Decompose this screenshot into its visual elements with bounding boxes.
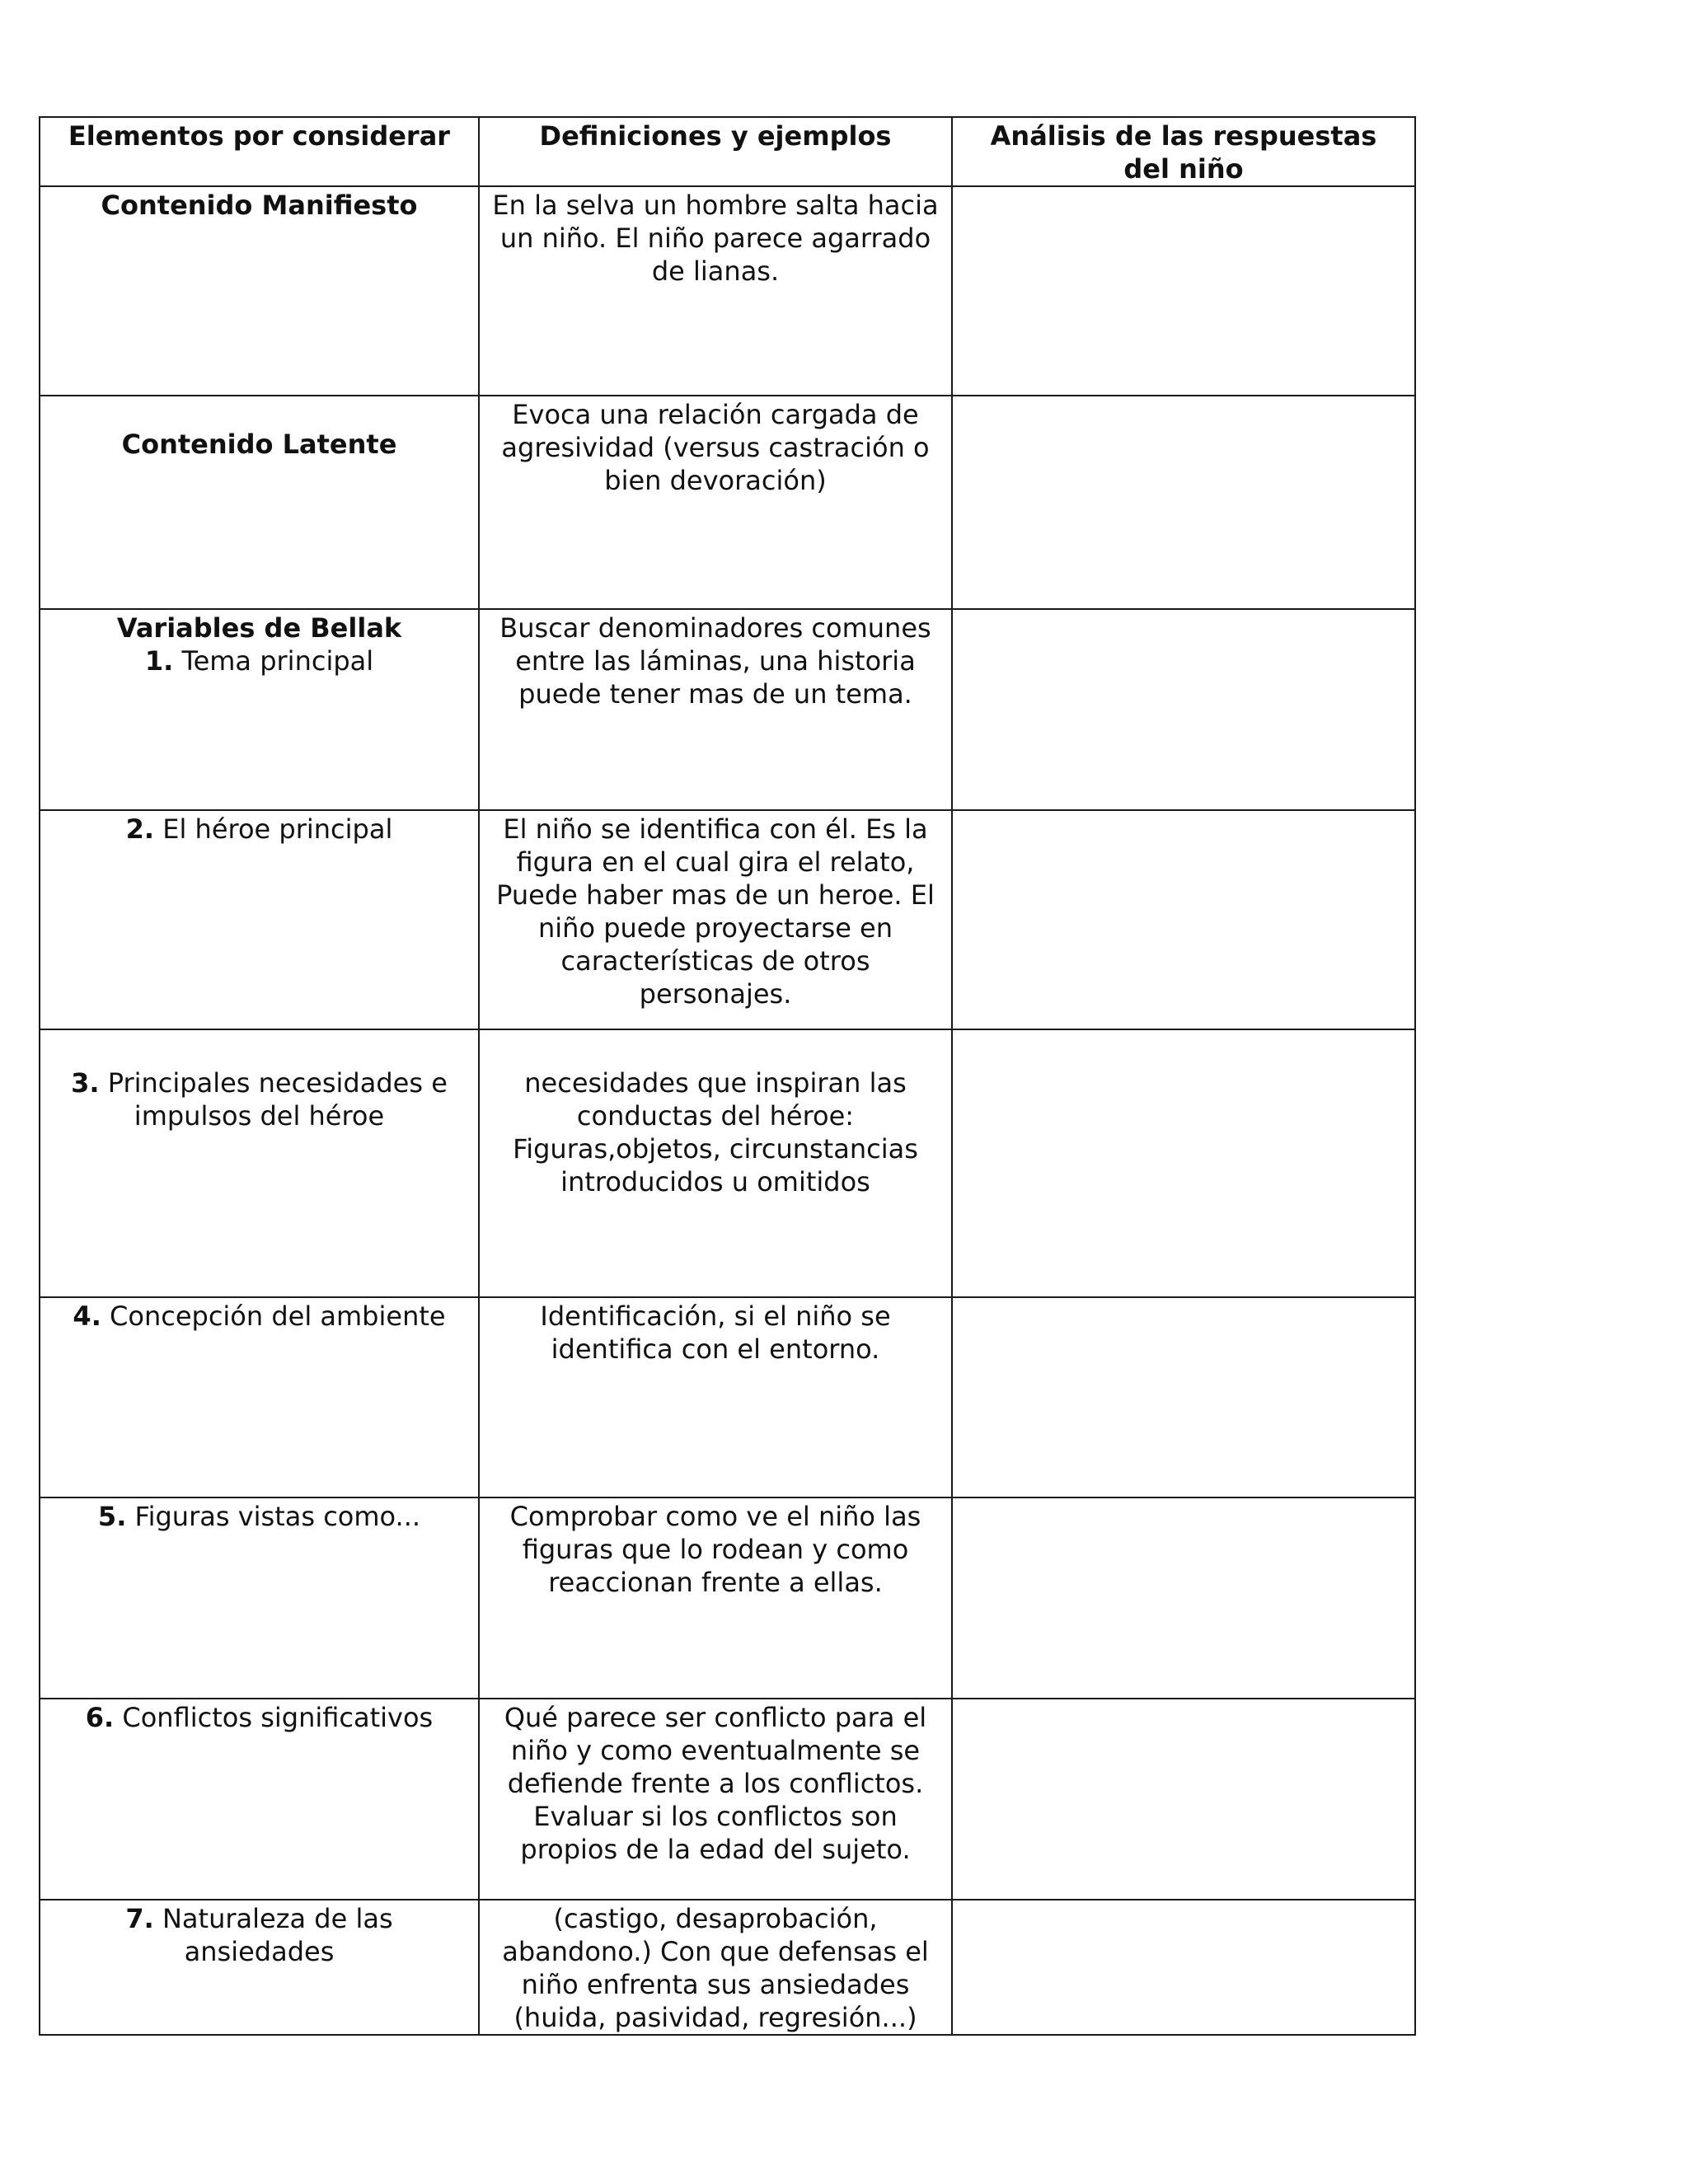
item-number: 4. <box>73 1301 101 1332</box>
item-number: 5. <box>97 1501 127 1532</box>
element-cell <box>40 1297 479 1497</box>
table-header-row <box>40 117 1415 186</box>
analysis-cell <box>952 1699 1415 1900</box>
element-cell <box>40 1900 479 2035</box>
header-analysis: Análisis de las respuestas del niño <box>952 117 1415 186</box>
analysis-cell <box>952 1297 1415 1497</box>
element-label-line <box>52 644 467 677</box>
item-text: Concepción del ambiente <box>101 1301 446 1332</box>
element-cell <box>40 1699 479 1900</box>
definition-cell: En la selva un hombre salta hacia un niño. El niño parece agarrado de lianas. <box>479 186 952 396</box>
table-row <box>40 609 1415 810</box>
analysis-cell <box>952 186 1415 396</box>
definition-cell: Qué parece ser conflicto para el niño y como eventualmente se defiende frente a los conflictos. Evaluar si los conflictos son propios de la edad del sujeto. <box>479 1699 952 1900</box>
item-text: El héroe principal <box>154 813 393 845</box>
element-cell <box>40 396 479 609</box>
table-row <box>40 1699 1415 1900</box>
item-number: 7. <box>125 1903 154 1934</box>
table-row <box>40 1297 1415 1497</box>
item-text: Naturaleza de las ansiedades <box>153 1903 393 1967</box>
element-cell <box>40 1497 479 1699</box>
item-text: Tema principal <box>173 645 374 677</box>
item-text: Figuras vistas como... <box>126 1501 421 1532</box>
section-heading: Variables de Bellak <box>116 612 402 644</box>
analysis-cell <box>952 810 1415 1029</box>
definition-cell: necesidades que inspiran las conductas del héroe: Figuras,objetos, circunstancias introducidos u omitidos <box>479 1029 952 1297</box>
definition-cell: Identificación, si el niño se identifica con el entorno. <box>479 1297 952 1497</box>
definition-cell: Comprobar como ve el niño las figuras que lo rodean y como reaccionan frente a ellas. <box>479 1497 952 1699</box>
table-row <box>40 396 1415 609</box>
element-cell <box>40 1029 479 1297</box>
item-number: 3. <box>71 1067 100 1099</box>
analysis-cell <box>952 1900 1415 2035</box>
element-label: Contenido Latente <box>121 429 397 460</box>
definition-cell: Buscar denominadores comunes entre las láminas, una historia puede tener mas de un tema. <box>479 609 952 810</box>
item-number: 2. <box>125 813 155 845</box>
definition-cell: El niño se identifica con él. Es la figura en el cual gira el relato, Puede haber mas de un heroe. El niño puede proyectarse en características de otros personajes. <box>479 810 952 1029</box>
header-definitions: Definiciones y ejemplos <box>479 117 952 186</box>
table-row <box>40 810 1415 1029</box>
table-row <box>40 186 1415 396</box>
header-elements: Elementos por considerar <box>40 117 479 186</box>
table-row <box>40 1029 1415 1297</box>
table-row <box>40 1497 1415 1699</box>
definition-cell: Evoca una relación cargada de agresividad (versus castración o bien devoración) <box>479 396 952 609</box>
item-number: 6. <box>85 1702 115 1733</box>
item-text: Principales necesidades e impulsos del héroe <box>99 1067 448 1132</box>
table-row <box>40 1900 1415 2035</box>
element-label: Contenido Manifiesto <box>101 190 418 221</box>
analysis-table <box>39 116 1416 2036</box>
definition-cell: (castigo, desaprobación, abandono.) Con que defensas el niño enfrenta sus ansiedades (huida, pasividad, regresión...) <box>479 1900 952 2035</box>
element-cell <box>40 186 479 396</box>
item-number: 1. <box>144 645 174 677</box>
element-cell <box>40 609 479 810</box>
analysis-cell <box>952 1497 1415 1699</box>
analysis-cell <box>952 1029 1415 1297</box>
analysis-cell <box>952 609 1415 810</box>
analysis-cell <box>952 396 1415 609</box>
element-cell <box>40 810 479 1029</box>
item-text: Conflictos significativos <box>114 1702 434 1733</box>
